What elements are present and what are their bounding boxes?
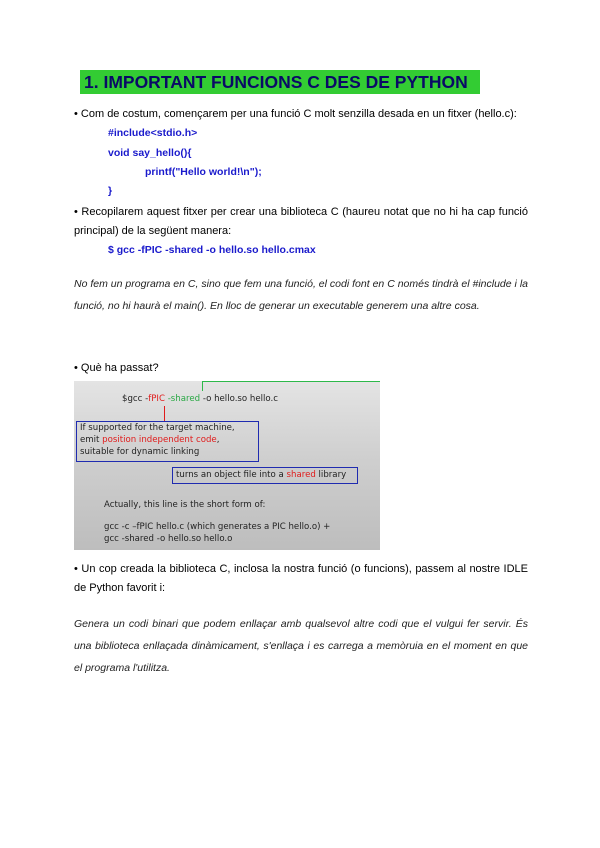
note-paragraph-1: No fem un programa en C, sino que fem una funció, el codi font en C només tindrà el #include i la funció, no hi haurà el main(). En lloc de generar un executable generem una altre cosa. bbox=[74, 278, 528, 312]
gcc-explanation-figure bbox=[74, 381, 380, 550]
compile-intro-paragraph: • Recopilarem aquest fitxer per crear una biblioteca C (haureu notat que no hi ha cap funció principal) de la següent manera: bbox=[74, 206, 528, 237]
gcc-command-line: $gcc -fPIC -shared -o hello.so hello.c bbox=[122, 394, 278, 404]
connector-stub bbox=[202, 381, 203, 391]
fpic-line-1: If supported for the target machine, bbox=[80, 423, 235, 433]
after-figure-paragraph: • Un cop creada la biblioteca C, inclosa la nostra funció (o funcions), passem al nostre IDLE de Python favorit i: bbox=[74, 563, 528, 594]
short-form-note: Actually, this line is the short form of: bbox=[104, 500, 266, 510]
long-form-line-2: gcc -shared -o hello.so hello.o bbox=[104, 534, 233, 544]
compile-command: $ gcc -fPIC -shared -o hello.so hello.cmax bbox=[108, 244, 316, 256]
code-line-printf: printf("Hello world!\n"); bbox=[145, 166, 262, 178]
code-line-include: #include<stdio.h> bbox=[108, 127, 198, 139]
section-title: 1. IMPORTANT FUNCIONS C DES DE PYTHON bbox=[80, 70, 480, 94]
code-line-function: void say_hello(){ bbox=[108, 147, 192, 159]
connector-top bbox=[202, 381, 380, 382]
note-paragraph-2: Genera un codi binari que podem enllaçar amb qualsevol altre codi que el vulgui fer servir. És una biblioteca enllaçada dinàmicament, s'enllaça i es carrega a memòruia en el moment en que el programa l'utilitza. bbox=[74, 618, 528, 674]
intro-paragraph: • Com de costum, començarem per una funció C molt senzilla desada en un fitxer (hello.c): bbox=[74, 108, 517, 120]
fpic-line-2: emit position independent code, bbox=[80, 435, 220, 445]
question-line: • Què ha passat? bbox=[74, 362, 159, 374]
shared-explanation-text: turns an object file into a shared library bbox=[176, 470, 347, 480]
fpic-line-3: suitable for dynamic linking bbox=[80, 447, 200, 457]
fpic-connector bbox=[164, 406, 165, 422]
code-line-close: } bbox=[108, 185, 113, 197]
long-form-line-1: gcc -c –fPIC hello.c (which generates a PIC hello.o) + bbox=[104, 522, 331, 532]
